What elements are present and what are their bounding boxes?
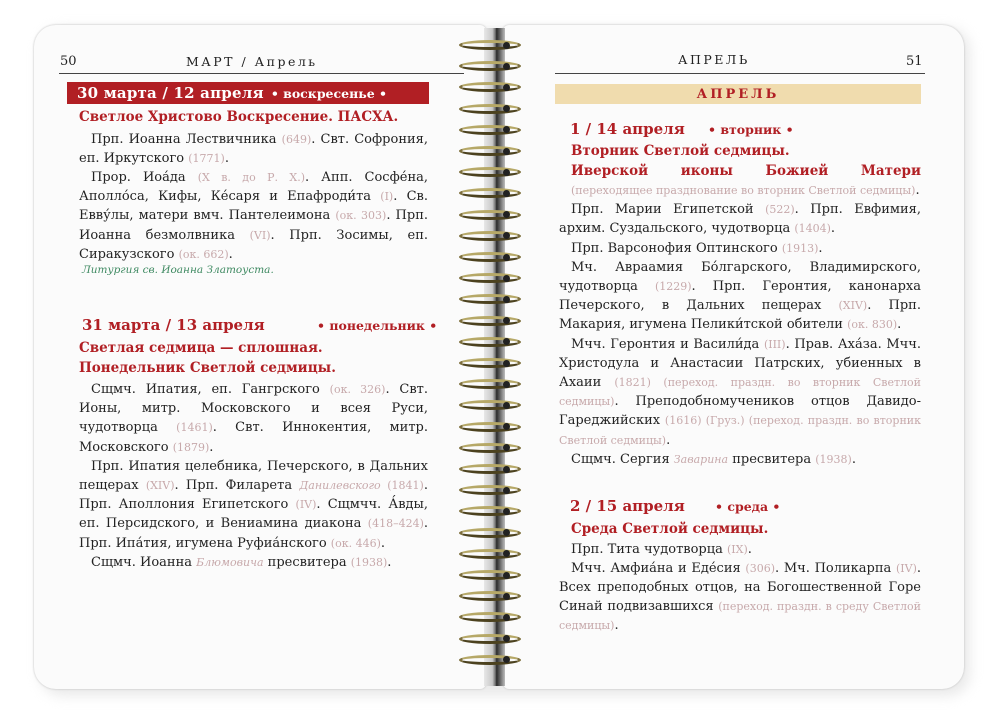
binding-hole	[503, 169, 510, 176]
entry-paragraph: Сщмч. Иоанна Блюмовича пресвитера (1938).	[91, 554, 392, 570]
entry-paragraph: Сщмч. Сергия Заварина пресвитера (1938).	[571, 451, 856, 467]
binding-hole	[503, 63, 510, 70]
entry-weekday: • среда •	[715, 499, 781, 514]
entry-mar31-body	[79, 339, 428, 572]
binding-hole	[503, 275, 510, 282]
date-banner-mar30	[67, 82, 429, 104]
binding-hole	[503, 381, 510, 388]
binding-hole	[503, 487, 510, 494]
feast-title: Светлое Христово Воскресение. ПАСХА.	[79, 109, 399, 125]
date-line-apr1	[570, 120, 794, 138]
header-rule-left	[59, 73, 464, 74]
entry-paragraph: Мчч. Амфиа́на и Еде́сия (306). Мч. Поликарпа (IV). Всех преподобных отцов, на Богошественной Горе Синай подвизавшихся (переход. праздн. в среду Светлой седмицы).	[559, 560, 921, 634]
spiral-coil	[459, 443, 521, 453]
spiral-coil	[459, 634, 521, 644]
binding-hole	[503, 593, 510, 600]
entry-apr2-body	[559, 520, 921, 636]
entry-mar30-body	[79, 108, 428, 264]
binding-hole	[503, 254, 510, 261]
feast-title: Светлая седмица — сплошная.	[79, 340, 323, 356]
entry-weekday: • вторник •	[708, 122, 794, 137]
binding-hole	[503, 360, 510, 367]
spiral-coil	[459, 528, 521, 538]
spiral-coil	[459, 655, 521, 665]
feast-title-iveron: Иверской иконы Божией Матери (переходящее празднование во вторник Светлой седмицы).	[571, 162, 921, 198]
right-page	[503, 25, 964, 689]
feast-title: Среда Светлой седмицы.	[571, 521, 769, 537]
spiral-coil	[459, 464, 521, 474]
binding-hole	[503, 84, 510, 91]
running-head-right: АПРЕЛЬ	[678, 52, 750, 67]
binding-hole	[503, 296, 510, 303]
spiral-coil	[459, 316, 521, 326]
binding-hole	[503, 508, 510, 515]
header-rule-right	[555, 73, 925, 74]
spiral-coil	[459, 570, 521, 580]
date-line-apr2	[570, 497, 781, 515]
entry-paragraph: Прп. Ипатия целебника, Печерского, в Дальних пещерах (XIV). Прп. Филарета Данилевского (1841). Прп. Аполлония Египетского (IV). Сщмчч. А́вды, еп. Персидского, и Вениамина диакона (418–424). Прп. Ипа́тия, игумена Руфиа́нского (ок. 446).	[79, 458, 428, 551]
entry-paragraph: Мчч. Геронтия и Васили́да (III). Прав. Аха́за. Мчч. Христодула и Анастасии Патрских, убиенных в Ахаии (1821) (переход. праздн. во вторник Светлой седмицы). Преподобномучеников отцов Давидо-Гареджийских (1616) (Груз.) (переход. праздн. во вторник Светлой седмицы).	[559, 336, 922, 448]
spiral-coil	[459, 104, 521, 114]
date-line-mar31	[82, 316, 438, 334]
spiral-coil	[459, 125, 521, 135]
binding-hole	[503, 148, 510, 155]
entry-paragraph: Сщмч. Ипатия, еп. Гангрского (ок. 326). Свт. Ионы, митр. Московского и всея Руси, чудотворца (1461). Свт. Иннокентия, митр. Московского (1879).	[79, 382, 429, 455]
binding-hole	[503, 42, 510, 49]
page-number-left: 50	[60, 54, 77, 69]
spiral-coil	[459, 146, 521, 156]
entry-paragraph: Прп. Тита чудотворца (IX).	[571, 541, 752, 557]
spiral-coil	[459, 40, 521, 50]
month-banner: АПРЕЛЬ	[555, 84, 921, 104]
entry-apr1-body	[559, 142, 921, 469]
spiral-coil	[459, 549, 521, 559]
binding-hole	[503, 614, 510, 621]
spiral-coil	[459, 337, 521, 347]
entry-paragraph: Прп. Марии Египетской (522). Прп. Евфимия, архим. Суздальского, чудотворца (1404).	[559, 202, 921, 237]
spiral-coil	[459, 252, 521, 262]
binding-hole	[503, 466, 510, 473]
binding-hole	[503, 190, 510, 197]
binding-hole	[503, 402, 510, 409]
spiral-coil	[459, 422, 521, 432]
feast-title: Понедельник Светлой седмицы.	[79, 359, 336, 376]
running-head-left: МАРТ / Апрель	[186, 54, 318, 69]
entry-paragraph: Прп. Иоанна Лествичника (649). Свт. Софрония, еп. Иркутского (1771).	[79, 131, 428, 166]
spiral-coil	[459, 358, 521, 368]
entry-weekday: • воскресенье •	[270, 85, 387, 101]
left-page	[34, 25, 486, 689]
entry-paragraph: Прп. Варсонофия Оптинского (1913).	[571, 240, 823, 256]
page-number-right: 51	[906, 54, 923, 69]
entry-date: 2 / 15 апреля	[570, 497, 685, 515]
entry-date: 30 марта / 12 апреля	[77, 84, 264, 102]
entry-date: 1 / 14 апреля	[570, 120, 685, 138]
entry-weekday: • понедельник •	[317, 318, 438, 333]
spiral-coil	[459, 231, 521, 241]
feast-title: Вторник Светлой седмицы.	[571, 143, 790, 159]
spiral-coil	[459, 210, 521, 220]
binding-hole	[503, 572, 510, 579]
entry-date: 31 марта / 13 апреля	[82, 316, 265, 334]
liturgy-note: Литургия св. Иоанна Златоуста.	[82, 264, 274, 276]
entry-paragraph: Мч. Авраамия Бо́лгарского, Владимирского, чудотворца (1229). Прп. Геронтия, канонарха Печерского, в Дальних пещерах (XIV). Прп. Макария, игумена Пелики́тской обители (ок. 830).	[559, 259, 921, 333]
entry-paragraph: Прор. Иоа́да (X в. до Р. Х.). Апп. Сосфе́на, Аполло́са, Кифы, Ке́саря и Епафроди́та (I). Св. Евву́лы, матери вмч. Пантелеимона (ок. 303). Прп. Иоанна безмолвника (VI). Прп. Зосимы, еп. Сиракузского (ок. 662).	[79, 169, 429, 262]
